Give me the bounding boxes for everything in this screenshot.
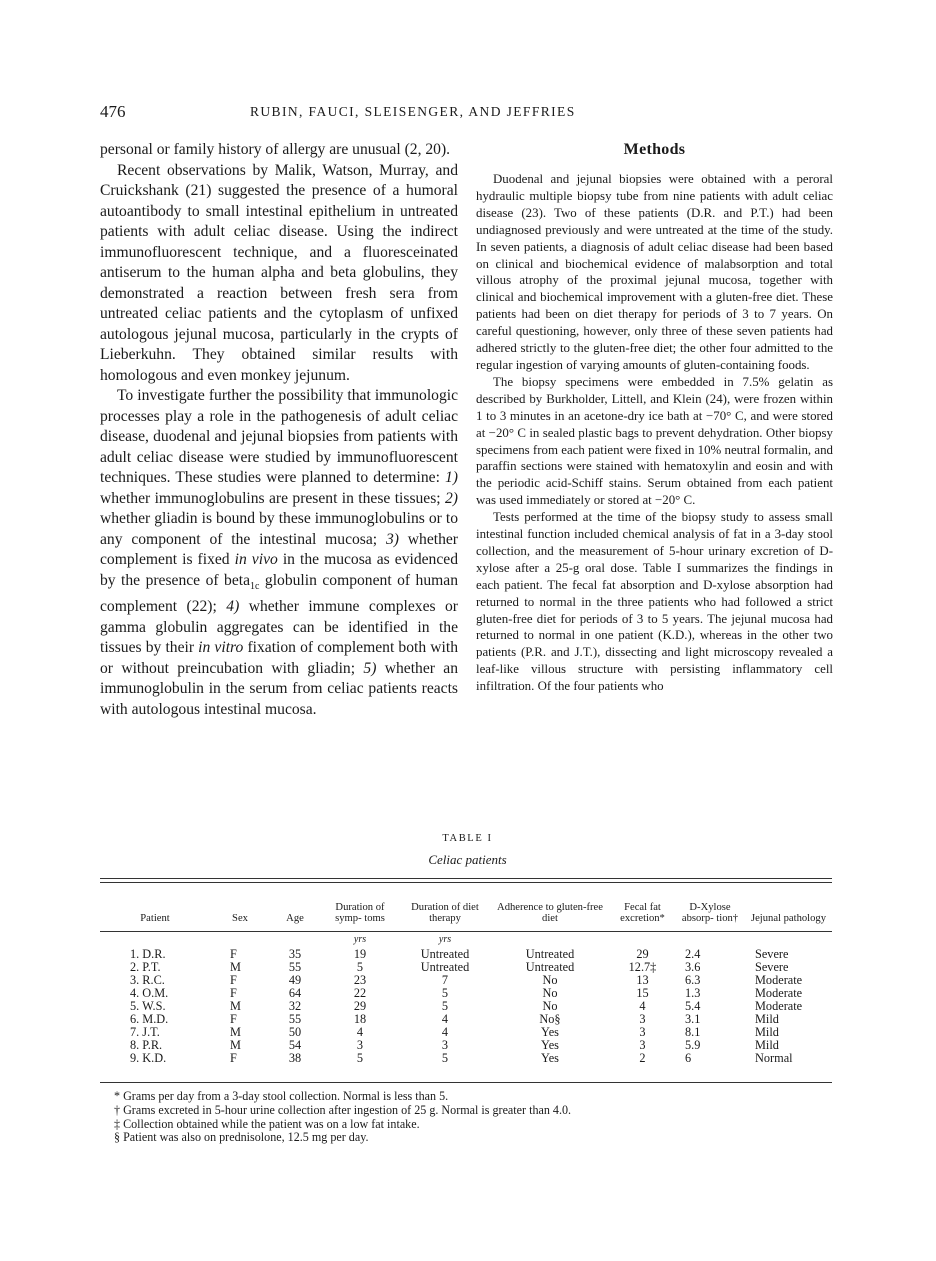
cell-pathology: Severe	[755, 947, 789, 961]
cell-symptoms: 19	[353, 947, 367, 961]
unit-label: yrs	[353, 934, 367, 945]
table-row	[100, 974, 832, 987]
cell-patient: 6. M.D.	[130, 1012, 169, 1026]
cell-diet: Untreated	[420, 947, 470, 961]
cell-fat: 4	[639, 999, 646, 1013]
footnote: § Patient was also on prednisolone, 12.5 mg per day.	[114, 1130, 369, 1145]
paragraph: Recent observations by Malik, Watson, Murray, and Cruickshank (21) suggested the presence of a humoral autoantibody to small intestinal epithelium in untreated patients with adult celiac disease. Using the indirect immunofluorescent technique, and a fluoresceinated antiserum to the human alpha and beta globulins, they demonstrated a reaction between fresh sera from untreated celiac patients and the cytoplasm of unfixed autologous jejunal mucosa, particularly in the crypts of Lieberkuhn. They obtained similar results with homologous and even monkey jejunum.	[100, 161, 458, 384]
cell-adherence: No	[542, 973, 558, 987]
table-row	[100, 1000, 832, 1013]
left-column	[100, 140, 458, 720]
running-head: RUBIN, FAUCI, SLEISENGER, AND JEFFRIES	[250, 104, 576, 119]
cell-sex: M	[230, 960, 241, 974]
section-heading: Methods	[623, 141, 686, 158]
cell-age: 49	[288, 973, 302, 987]
cell-symptoms: 23	[353, 973, 367, 987]
cell-fat: 13	[636, 973, 649, 987]
cell-fat: 15	[636, 986, 649, 1000]
cell-symptoms: 4	[356, 1025, 364, 1039]
column-header: Sex	[232, 913, 248, 924]
cell-xylose: 2.4	[685, 947, 701, 961]
cell-age: 35	[288, 947, 302, 961]
celiac-patients-table	[100, 888, 832, 1065]
column-header: Fecal fat excretion*	[620, 902, 665, 924]
cell-pathology: Moderate	[755, 986, 803, 1000]
cell-symptoms: 18	[353, 1012, 367, 1026]
paragraph: The biopsy specimens were embedded in 7.5% gelatin as described by Burkholder, Littell, and Klein (24), were frozen within 1 to 3 minutes in an acetone-dry ice bath at −70° C, and were stored at −20° C in sealed plastic bags to prevent dehydration. Other biopsy specimens from each patient were fixed in 10% neutral formalin, and paraffin sections were stained with hematoxylin and eosin and with the periodic acid-Schiff stains. Serum obtained from each patient was used immediately or stored at −20° C.	[476, 374, 833, 508]
table-top-rule	[100, 878, 832, 879]
cell-adherence: No	[542, 986, 558, 1000]
cell-symptoms: 29	[353, 999, 367, 1013]
cell-sex: F	[230, 973, 237, 987]
page-number: 476	[100, 102, 126, 121]
cell-sex: M	[230, 1038, 241, 1052]
cell-age: 32	[288, 999, 302, 1013]
cell-adherence: Untreated	[525, 960, 575, 974]
table-row	[100, 1026, 832, 1039]
cell-age: 54	[288, 1038, 302, 1052]
cell-fat: 12.7‡	[628, 960, 657, 974]
cell-sex: F	[230, 947, 237, 961]
cell-sex: F	[230, 1051, 237, 1065]
cell-patient: 8. P.R.	[130, 1038, 163, 1052]
column-header: Duration of diet therapy	[411, 902, 479, 924]
column-header: Patient	[140, 913, 170, 924]
cell-pathology: Mild	[755, 1012, 779, 1026]
cell-fat: 3	[639, 1038, 646, 1052]
column-header: Age	[286, 913, 304, 924]
cell-pathology: Normal	[755, 1051, 793, 1065]
cell-sex: F	[230, 986, 237, 1000]
cell-age: 38	[288, 1051, 302, 1065]
cell-diet: 4	[441, 1025, 449, 1039]
cell-age: 50	[288, 1025, 302, 1039]
cell-age: 55	[288, 1012, 302, 1026]
cell-sex: M	[230, 999, 241, 1013]
cell-pathology: Mild	[755, 1025, 779, 1039]
paragraph: Duodenal and jejunal biopsies were obtained with a peroral hydraulic multiple biopsy tube from nine patients with adult celiac disease (23). Two of these patients (D.R. and P.T.) had been undiagnosed previously and were untreated at the time of the study. In seven patients, a diagnosis of adult celiac disease had been based on clinical and biochemical evidence of malabsorption and total villous atrophy of the proximal jejunal mucosa, together with clinical and biochemical improvement with a gluten-free diet. These patients had been on diet therapy for periods of 3 to 7 years. On careful questioning, however, only three of these seven patients had adhered strictly to the gluten-free diet; the other four admitted to the regular ingestion of varying amounts of gluten-containing foods.	[476, 172, 833, 372]
paragraph: personal or family history of allergy are unusual (2, 20).	[100, 141, 451, 158]
cell-diet: 5	[441, 1051, 449, 1065]
cell-sex: F	[230, 1012, 237, 1026]
table-row	[100, 1013, 832, 1026]
table-row	[100, 987, 832, 1000]
cell-xylose: 1.3	[685, 986, 701, 1000]
cell-xylose: 5.4	[685, 999, 701, 1013]
paragraph: Tests performed at the time of the biopsy study to assess small intestinal function included chemical analysis of fat in a 3-day stool collection, and the measurement of 5-hour urinary excretion of D-xylose after a 25-g oral dose. Table I summarizes the findings in each patient. The fecal fat absorption and D-xylose absorption had returned to normal in the three patients who had followed a strict gluten-free diet for periods of 3 to 5 years. The jejunal mucosa had returned to normal in one patient (K.D.), whereas in the other two patients (P.R. and J.T.), dissecting and light microscopy revealed a leaf-like villous structure with persisting inflammatory cell infiltration. Of the four patients who	[476, 510, 833, 694]
cell-symptoms: 5	[356, 1051, 364, 1065]
cell-adherence: Untreated	[525, 947, 575, 961]
table-row	[100, 1052, 832, 1065]
cell-xylose: 8.1	[685, 1025, 701, 1039]
cell-pathology: Moderate	[755, 973, 803, 987]
cell-symptoms: 5	[356, 960, 364, 974]
cell-pathology: Mild	[755, 1038, 779, 1052]
column-header: Adherence to gluten-free diet	[497, 902, 603, 924]
cell-symptoms: 22	[353, 986, 367, 1000]
cell-fat: 3	[639, 1025, 646, 1039]
cell-age: 55	[288, 960, 302, 974]
table-caption: Celiac patients	[428, 852, 507, 867]
cell-xylose: 6.3	[685, 973, 701, 987]
cell-adherence: Yes	[541, 1038, 559, 1052]
right-column	[476, 140, 833, 695]
cell-diet: 5	[441, 999, 449, 1013]
table-top-rule	[100, 882, 832, 883]
cell-diet: 7	[441, 973, 449, 987]
cell-pathology: Severe	[755, 960, 789, 974]
cell-age: 64	[288, 986, 302, 1000]
cell-adherence: Yes	[541, 1025, 559, 1039]
paragraph: To investigate further the possibility that immunologic processes play a role in the pathogenesis of adult celiac disease, duodenal and jejunal biopsies from patients with adult celiac disease were studied by immunofluorescent techniques. These studies were planned to determine: 1) whether immunoglobulins are present in these tissues; 2) whether gliadin is bound by these immunoglobulins or to any component of the intestinal mucosa; 3) whether complement is fixed in vivo in the mucosa as evidenced by the presence of beta$_{1c}$ globulin component of human complement (22); 4) whether immune complexes or gamma globulin aggregates can be identified in the tissues by their in vitro fixation of complement both with or without preincubation with gliadin; 5) whether an immunoglobulin in the serum from celiac patients reacts with autologous intestinal mucosa.	[100, 387, 459, 718]
table-bottom-rule	[100, 1082, 832, 1083]
cell-adherence: No	[542, 999, 558, 1013]
cell-patient: 2. P.T.	[130, 960, 161, 974]
footnote: † Grams excreted in 5-hour urine collection after ingestion of 25 g. Normal is greater than 4.0.	[114, 1102, 572, 1117]
cell-patient: 7. J.T.	[130, 1025, 160, 1039]
table-row	[100, 1039, 832, 1052]
cell-diet: 3	[441, 1038, 449, 1052]
table-label: TABLE I	[442, 833, 493, 844]
footnote: ‡ Collection obtained while the patient was on a low fat intake.	[114, 1116, 420, 1131]
cell-patient: 1. D.R.	[130, 947, 166, 961]
cell-adherence: No§	[539, 1012, 561, 1026]
cell-xylose: 5.9	[685, 1038, 701, 1052]
cell-adherence: Yes	[541, 1051, 559, 1065]
cell-diet: Untreated	[420, 960, 470, 974]
cell-sex: M	[230, 1025, 241, 1039]
cell-pathology: Moderate	[755, 999, 803, 1013]
cell-patient: 9. K.D.	[130, 1051, 167, 1065]
cell-diet: 5	[441, 986, 449, 1000]
cell-symptoms: 3	[356, 1038, 364, 1052]
cell-fat: 3	[639, 1012, 646, 1026]
table-row	[100, 961, 832, 974]
footnote: * Grams per day from a 3-day stool collection. Normal is less than 5.	[114, 1089, 449, 1103]
column-header: D-Xylose absorp- tion†	[681, 902, 739, 924]
cell-xylose: 6	[685, 1051, 692, 1065]
cell-patient: 4. O.M.	[130, 986, 169, 1000]
column-header: Duration of symp- toms	[335, 902, 385, 924]
cell-xylose: 3.6	[685, 960, 701, 974]
cell-fat: 29	[636, 947, 649, 961]
cell-patient: 5. W.S.	[130, 999, 166, 1013]
unit-label: yrs	[438, 934, 452, 945]
cell-xylose: 3.1	[685, 1012, 701, 1026]
table-footnotes	[114, 1090, 571, 1145]
cell-patient: 3. R.C.	[130, 973, 165, 987]
cell-fat: 2	[639, 1051, 646, 1065]
column-header: Jejunal pathology	[750, 913, 827, 924]
cell-diet: 4	[441, 1012, 449, 1026]
